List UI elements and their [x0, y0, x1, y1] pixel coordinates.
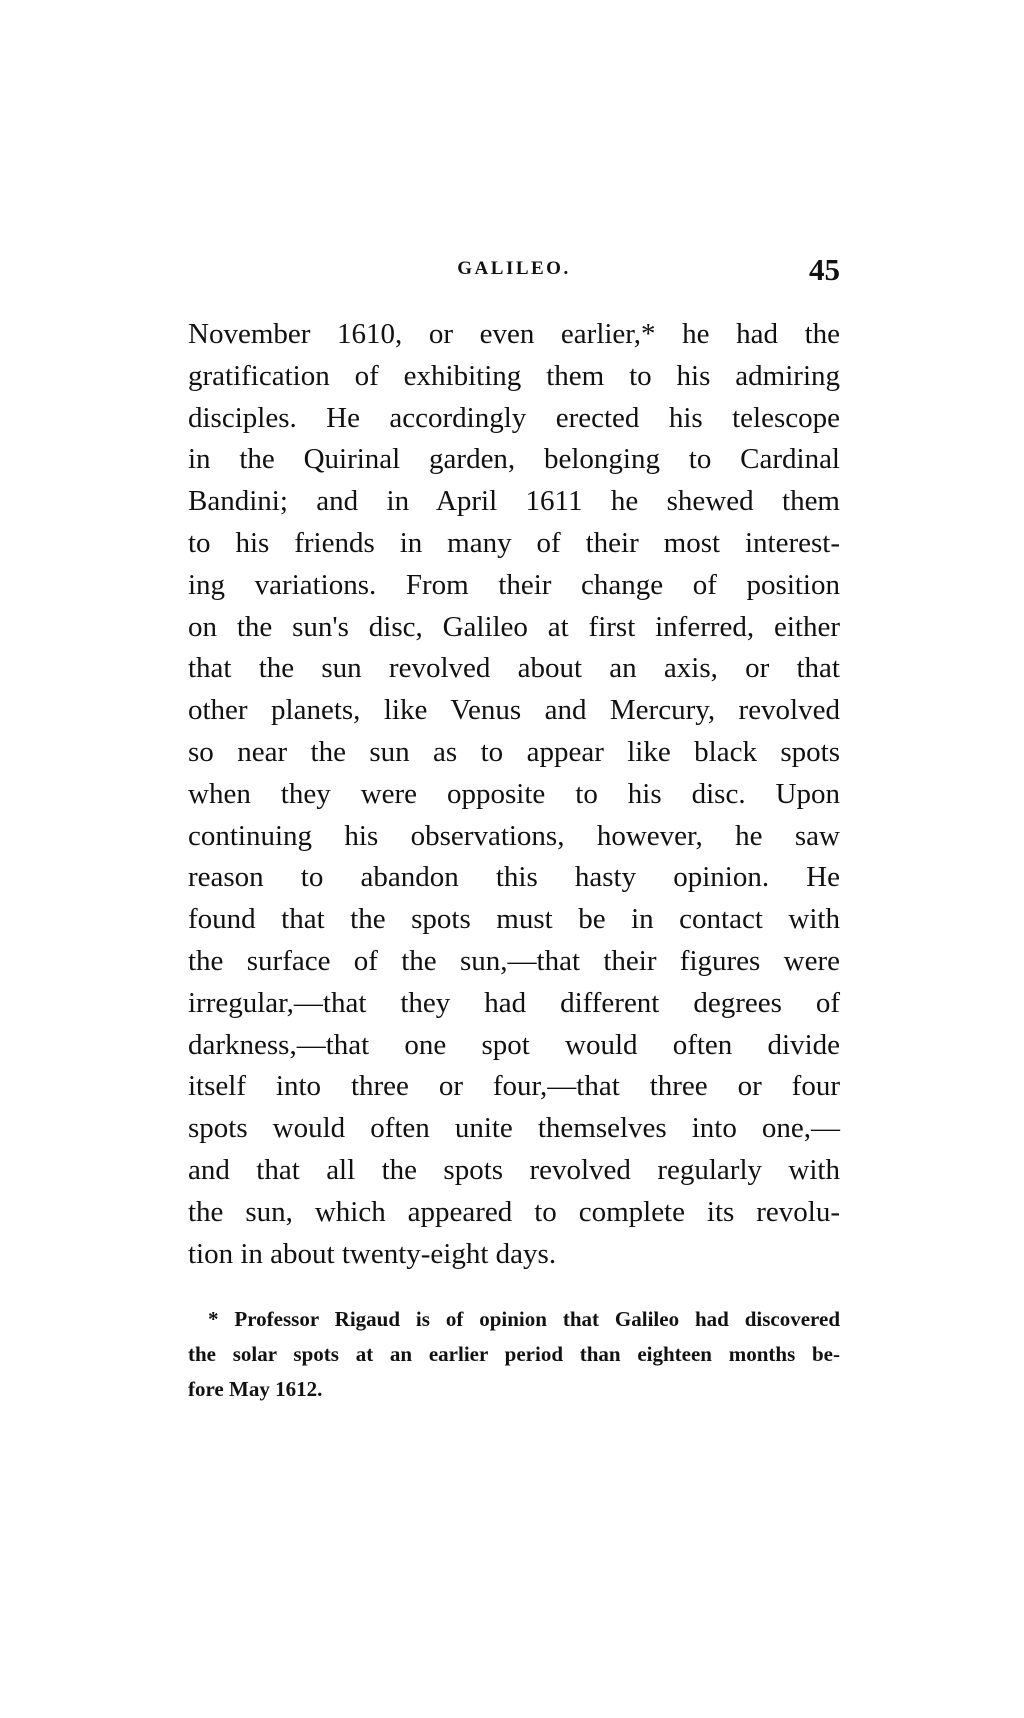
text-line: November 1610, or even earlier,* he had the	[188, 318, 840, 350]
text-line: and that all the spots revolved regularly with	[188, 1153, 840, 1186]
text-line: the surface of the sun,—that their figures were	[188, 944, 840, 977]
text-line: Bandini; and in April 1611 he shewed them	[188, 485, 840, 518]
text-line: other planets, like Venus and Mercury, revolved	[188, 694, 840, 727]
text-line: disciples. He accordingly erected his telescope	[188, 401, 840, 434]
text-line: reason to abandon this hasty opinion. He	[188, 861, 840, 894]
text-line: spots would often unite themselves into one,—	[188, 1112, 840, 1145]
text-line: to his friends in many of their most interest-	[188, 526, 840, 559]
footnote-line: * Professor Rigaud is of opinion that Galileo had discovered	[208, 1307, 840, 1331]
text-line: gratification of exhibiting them to his admiring	[188, 359, 840, 392]
running-title: GALILEO.	[457, 258, 571, 279]
text-line: ing variations. From their change of position	[188, 568, 840, 601]
text-line: when they were opposite to his disc. Upon	[188, 777, 840, 810]
footnote-line: fore May 1612.	[188, 1377, 323, 1401]
body-text	[188, 314, 840, 1275]
text-line: found that the spots must be in contact with	[188, 903, 840, 936]
text-line: itself into three or four,—that three or four	[188, 1070, 840, 1103]
text-line: so near the sun as to appear like black spots	[188, 735, 840, 768]
text-line: irregular,—that they had different degrees of	[188, 986, 840, 1019]
footnote-line: the solar spots at an earlier period than eighteen months be-	[188, 1342, 840, 1366]
text-line: continuing his observations, however, he saw	[188, 819, 840, 852]
page-number: 45	[809, 252, 840, 287]
running-head	[188, 252, 840, 292]
text-line: darkness,—that one spot would often divide	[188, 1028, 840, 1061]
text-line: that the sun revolved about an axis, or that	[188, 652, 840, 685]
text-line: the sun, which appeared to complete its revolu-	[188, 1195, 840, 1228]
text-line: on the sun's disc, Galileo at first inferred, either	[188, 610, 840, 643]
text-line: tion in about twenty-eight days.	[188, 1237, 557, 1270]
footnote	[188, 1302, 840, 1407]
text-line: in the Quirinal garden, belonging to Cardinal	[188, 443, 840, 476]
